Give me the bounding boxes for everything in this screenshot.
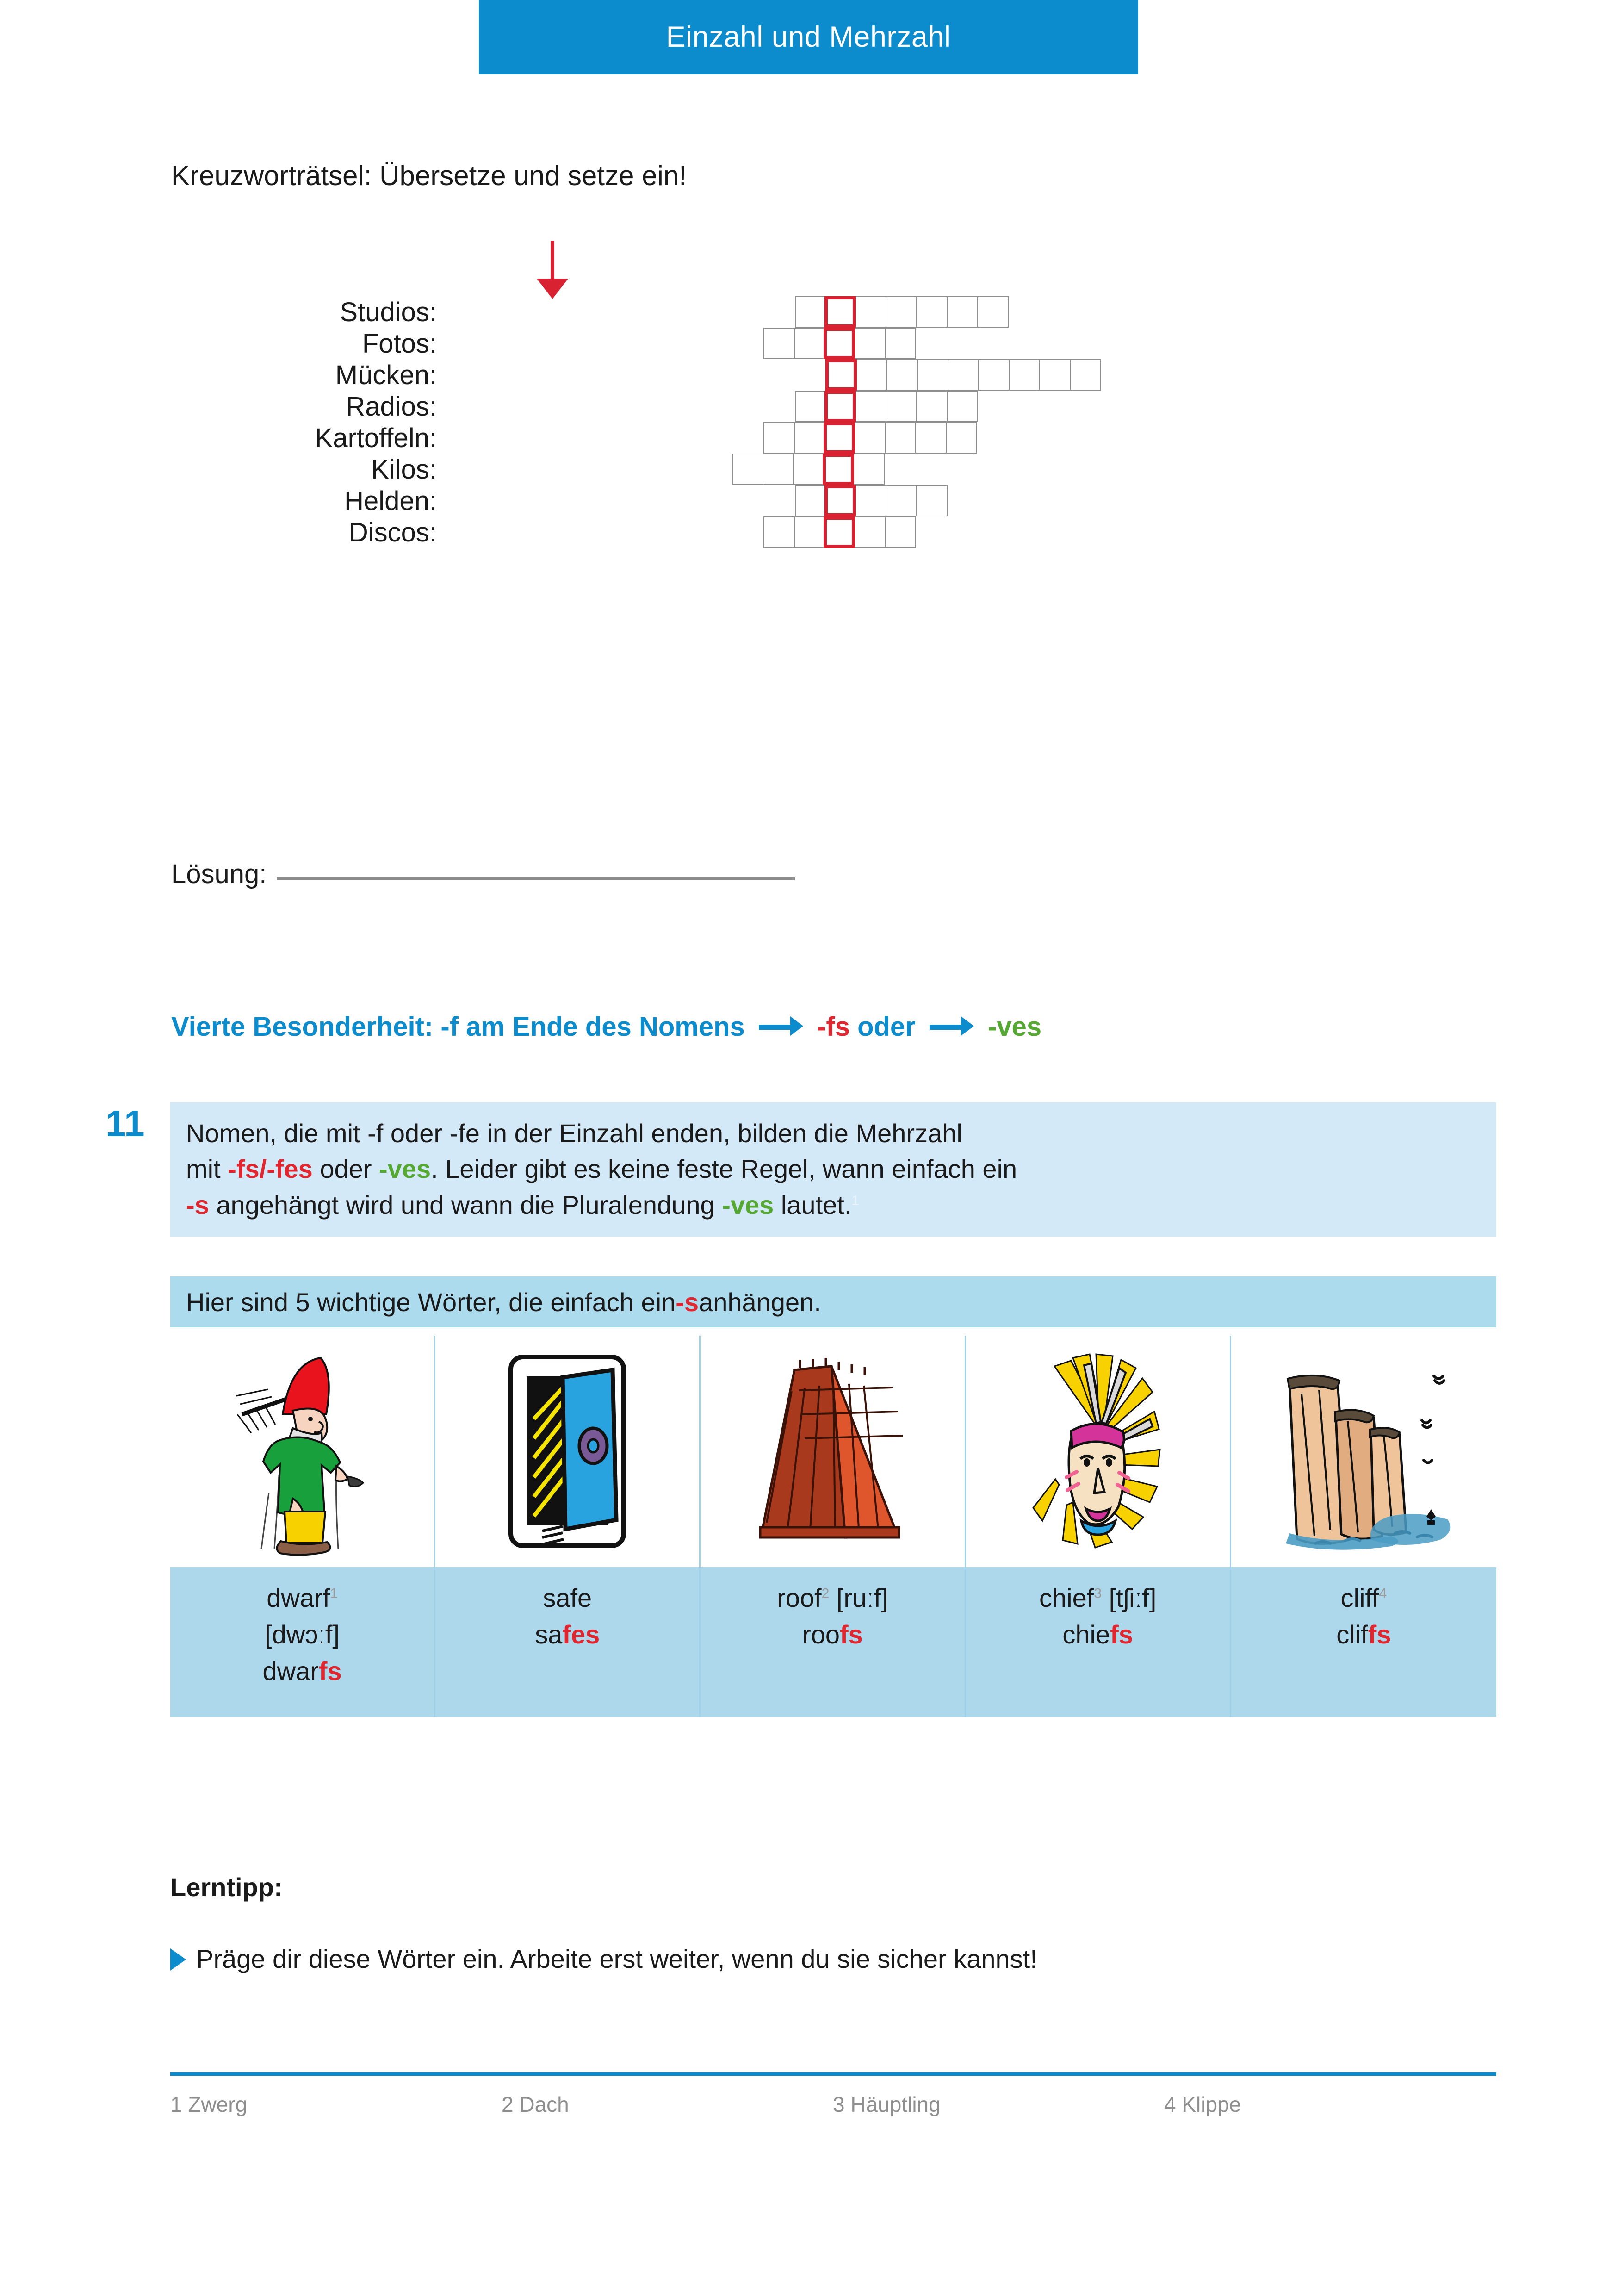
info-line-2 [186,1151,1481,1187]
page-title: Einzahl und Mehrzahl [666,21,951,53]
info-text-3a: angehängt wird und wann die Pluralendung [209,1190,722,1220]
word-singular-dwarf: dwarf$^1$ [267,1583,338,1612]
crossword-cell[interactable] [763,516,795,548]
info-line-3 [186,1187,1481,1223]
solution-label: Lösung: [171,859,267,889]
crossword-cell[interactable] [1009,359,1040,391]
footnote-divider [170,2072,1496,2076]
crossword-cell[interactable] [794,516,825,548]
lerntipp-text: Präge dir diese Wörter ein. Arbeite erst weiter, wenn du sie sicher kannst! [196,1944,1037,1973]
crossword-key-cell[interactable] [824,391,856,422]
info-text-1: Nomen, die mit -f oder -fe in der Einzahl enden, bilden die Mehrzahl [186,1119,962,1148]
crossword-cell[interactable] [885,422,916,454]
word-column-roof [701,1336,966,1717]
crossword-row [171,485,1374,516]
crossword-cell[interactable] [886,296,917,328]
word-cell-dwarf [170,1567,434,1717]
crossword-cell[interactable] [917,359,948,391]
lerntipp-row [170,1944,1037,1974]
footnote-item: 4 Klippe [1164,2092,1241,2116]
word-cell-cliff [1231,1567,1496,1717]
crossword-row-label: Kilos: [371,454,437,485]
section-heading [171,1011,1041,1042]
crossword-cell[interactable] [947,296,978,328]
crossword-cell[interactable] [978,359,1010,391]
word-column-chief [966,1336,1231,1717]
crossword-cell[interactable] [885,516,916,548]
crossword-cell[interactable] [947,391,978,422]
word-cell-roof [701,1567,964,1717]
word-plural-cliff: cliffs [1336,1620,1391,1649]
crossword-cell[interactable] [915,422,947,454]
crossword-cell[interactable] [854,516,886,548]
footnote-item: 3 Häuptling [833,2092,941,2116]
solution-row [171,859,795,890]
crossword-cell[interactable] [948,359,979,391]
crossword-cell[interactable] [916,391,948,422]
crossword-cell[interactable] [795,391,826,422]
word-singular-safe: safe [543,1583,592,1612]
info-s: -s [186,1190,209,1220]
crossword-cell[interactable] [855,485,886,516]
word-phonetic-dwarf: [dwɔːf] [265,1620,340,1649]
crossword-key-cell[interactable] [824,328,855,359]
page-header-banner [479,0,1138,74]
exercise-info-box [170,1102,1496,1237]
crossword-grid [171,296,1374,548]
crossword-cell[interactable] [793,454,824,485]
dwarf-illustration [170,1336,434,1567]
crossword-cell[interactable] [794,328,825,359]
crossword-row-label: Discos: [348,517,437,548]
crossword-key-cell[interactable] [824,485,856,516]
crossword-row [171,454,1374,485]
word-plural-chief: chiefs [1062,1620,1133,1649]
crossword-cell[interactable] [1039,359,1071,391]
crossword-cell[interactable] [855,391,886,422]
crossword-row-label: Radios: [346,391,437,422]
crossword-row [171,516,1374,548]
info-ves-2: -ves [722,1190,774,1220]
crossword-cell[interactable] [855,296,886,328]
crossword-cell[interactable] [856,359,887,391]
word-plural-dwarf: dwarfs [262,1656,342,1686]
crossword-row-label: Fotos: [362,328,437,359]
crossword-key-cell[interactable] [824,516,855,548]
chief-illustration [966,1336,1230,1567]
info-line-1 [186,1115,1481,1151]
crossword-row [171,422,1374,454]
crossword-cell[interactable] [854,328,886,359]
section-heading-part1: Vierte Besonderheit: -f am Ende des Nomens [171,1012,745,1042]
word-singular-cliff: cliff$^4$ [1340,1583,1387,1612]
word-picture-table [170,1336,1496,1717]
footnote-item: 1 Zwerg [170,2092,248,2116]
info-ves-1: -ves [379,1154,431,1184]
crossword-cell[interactable] [732,454,763,485]
word-singular-roof: roof$^2$ [ruːf] [777,1583,888,1612]
section-heading-oder: oder [857,1012,916,1042]
crossword-row [171,296,1374,328]
word-column-cliff [1231,1336,1496,1717]
crossword-cell[interactable] [763,328,795,359]
word-cell-chief [966,1567,1230,1717]
crossword-row [171,391,1374,422]
crossword-cell[interactable] [853,454,885,485]
crossword-cell[interactable] [977,296,1009,328]
info-text-2b: oder [312,1154,379,1184]
crossword-cell[interactable] [795,485,826,516]
word-singular-chief: chief$^3$ [tʃiːf] [1039,1583,1157,1612]
crossword-instruction: Kreuzworträtsel: Übersetze und setze ein! [171,160,687,191]
footnote-item: 2 Dach [502,2092,569,2116]
info-text-3b: lautet. [774,1190,852,1220]
word-column-safe [435,1336,701,1717]
crossword-cell[interactable] [886,485,917,516]
crossword-cell[interactable] [1070,359,1101,391]
crossword-cell[interactable] [916,296,948,328]
word-column-dwarf [170,1336,435,1717]
right-arrow-icon-1 [759,1022,803,1030]
cliff-illustration [1231,1336,1496,1567]
crossword-row-label: Mücken: [335,360,437,390]
info-footnote-ref: 1 [851,1192,860,1208]
safe-illustration [435,1336,699,1567]
footnote-row [170,2092,1496,2117]
info-slash: / [259,1154,267,1184]
crossword-cell[interactable] [763,422,795,454]
crossword-cell[interactable] [885,328,916,359]
subbar-text-a: Hier sind 5 wichtige Wörter, die einfach ein [186,1287,676,1317]
crossword-cell[interactable] [946,422,977,454]
crossword-cell[interactable] [886,359,918,391]
crossword-cell[interactable] [916,485,948,516]
crossword-key-cell[interactable] [823,454,854,485]
lerntipp-title: Lerntipp: [170,1873,283,1902]
subbar-text-b: anhängen. [699,1287,821,1317]
roof-illustration [701,1336,964,1567]
crossword-row-label: Kartoffeln: [315,423,437,453]
crossword-key-cell[interactable] [824,296,856,328]
section-heading-fs: -fs [817,1012,850,1042]
info-fs: -fs [228,1154,260,1184]
right-arrow-icon-2 [930,1022,974,1030]
crossword-row [171,328,1374,359]
crossword-row-label: Helden: [344,485,437,516]
crossword-cell[interactable] [854,422,886,454]
word-cell-safe [435,1567,699,1717]
crossword-row-label: Studios: [340,297,437,327]
exercise-subbar [170,1276,1496,1327]
exercise-number: 11 [105,1103,145,1144]
crossword-cell[interactable] [886,391,917,422]
crossword-cell[interactable] [795,296,826,328]
section-heading-ves: -ves [988,1012,1042,1042]
crossword-key-cell[interactable] [825,359,857,391]
crossword-row [171,359,1374,391]
info-text-2c: . Leider gibt es keine feste Regel, wann einfach ein [431,1154,1017,1184]
word-plural-roof: roofs [802,1620,863,1649]
crossword-cell[interactable] [794,422,825,454]
subbar-s: -s [676,1287,699,1317]
info-fes: -fes [267,1154,313,1184]
crossword-cell[interactable] [763,454,794,485]
word-plural-safe: safes [535,1620,600,1649]
crossword-key-cell[interactable] [824,422,855,454]
solution-input-line[interactable] [277,877,795,880]
info-text-2a: mit [186,1154,228,1184]
triangle-bullet-icon [170,1948,186,1971]
